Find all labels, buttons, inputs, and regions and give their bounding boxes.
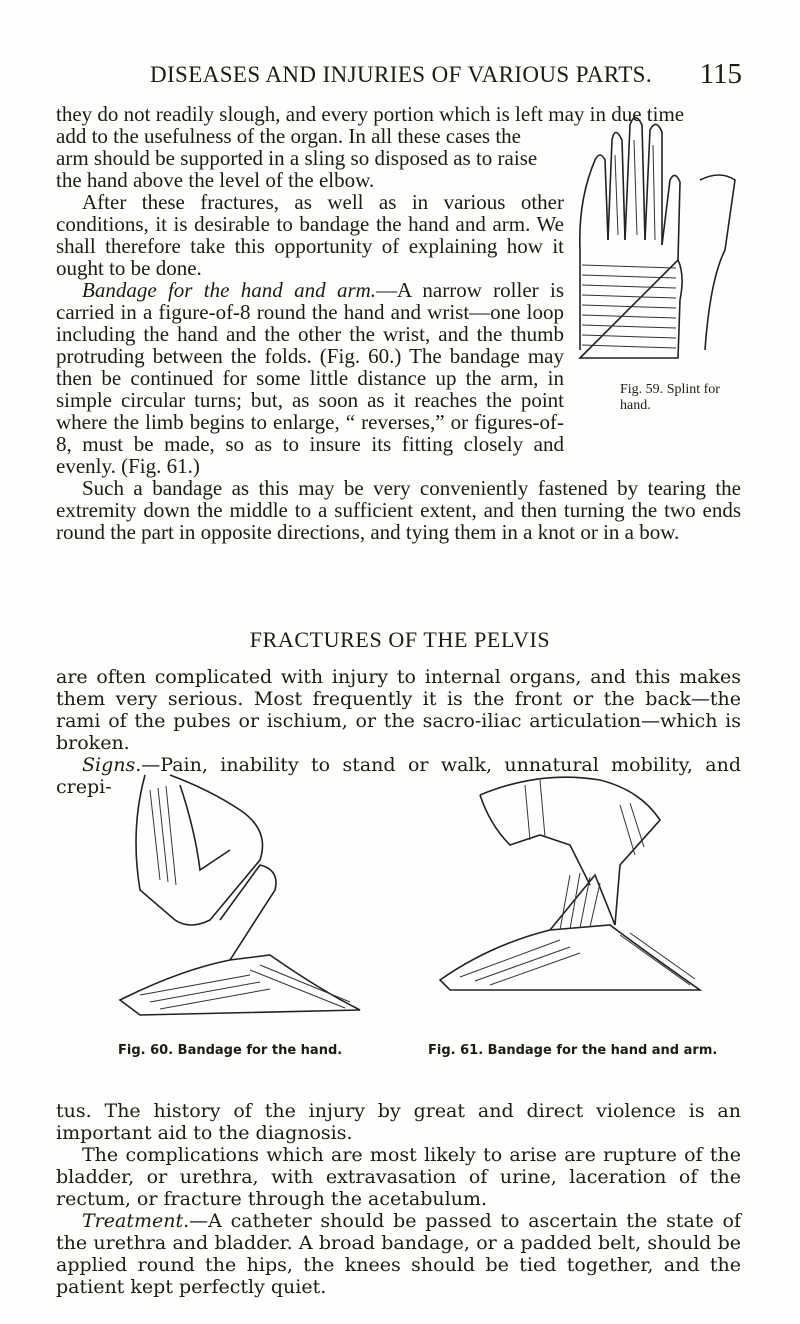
hand-arm-bandage-illustration xyxy=(420,765,720,1030)
fig59-label: Fig. 59. xyxy=(620,382,664,397)
fig59-caption xyxy=(620,382,750,414)
treatment-heading: Treatment. xyxy=(82,1210,190,1232)
paragraph-fractures: After these fractures, as well as in various other conditions, it is desirable to bandage the hand and arm. We shall therefore take this opportunity of explaining how it ought to be done. xyxy=(56,190,564,280)
signs-heading: Signs. xyxy=(82,754,142,776)
page-number: 115 xyxy=(699,58,742,90)
running-head xyxy=(60,58,742,88)
bandage-text: —A narrow roller is carried in a figure-of-8 round the hand and wrist—one loop including the hand and the other the wrist, and the thumb protruding between the folds. (Fig. 60.) The bandage may then be continued for some little distance up the arm, in simple circular turns; but, as soon as it reaches the point where the limb begins to enlarge, “ reverses,” or figures-of-8, must be made, so as to insure its fitting closely and evenly. (Fig. 61.) xyxy=(56,278,564,478)
paragraph-treatment xyxy=(56,1210,741,1298)
paragraph-pelvis: are often complicated with injury to internal organs, and this makes them very serious. Most frequently it is the front or the back—the rami of the pubes or ischium, or the sacro-iliac articulation—which is broken. xyxy=(56,666,741,754)
paragraph-complications: The complications which are most likely to arise are rupture of the bladder, or urethra, with extravasation of urine, laceration of the rectum, or fracture through the acetabulum. xyxy=(56,1144,741,1210)
paragraph-crepitus: tus. The history of the injury by great and direct violence is an important aid to the diagnosis. xyxy=(56,1100,741,1144)
paragraph-fastening: Such a bandage as this may be very conveniently fastened by tearing the extremity down the middle to a sufficient extent, and then turning the two ends round the part in opposite directions, and tying them in a knot or in a bow. xyxy=(56,476,741,544)
text-line: they do not readily slough, and every portion which is left may in due time xyxy=(56,102,685,126)
lower-text-block xyxy=(56,1100,741,1298)
fig61-caption: Fig. 61. Bandage for the hand and arm. xyxy=(428,1043,718,1058)
signs-text: —Pain, inability to stand or walk, unnatural mobility, and crepi- xyxy=(56,754,741,798)
text-line: add to the usefulness of the organ. In all these cases the xyxy=(56,124,521,148)
treatment-text: —A catheter should be passed to ascertain the state of the urethra and bladder. A broad bandage, or a padded belt, should be applied round the hips, the knees should be tied together, and the patient kept perfectly quiet. xyxy=(56,1210,741,1298)
text-line: the hand above the level of the elbow. xyxy=(56,168,375,192)
splint-illustration xyxy=(560,100,750,390)
hand-bandage-illustration xyxy=(100,770,380,1030)
paragraph-bandage xyxy=(56,279,564,477)
bandage-heading: Bandage for the hand and arm. xyxy=(82,278,377,302)
text-line: arm should be supported in a sling so disposed as to raise xyxy=(56,146,538,170)
fig59-caption-text: Splint for hand. xyxy=(620,382,720,413)
running-title: DISEASES AND INJURIES OF VARIOUS PARTS. xyxy=(149,62,653,87)
fig60-caption: Fig. 60. Bandage for the hand. xyxy=(118,1043,343,1058)
section-heading: FRACTURES OF THE PELVIS xyxy=(249,627,551,652)
